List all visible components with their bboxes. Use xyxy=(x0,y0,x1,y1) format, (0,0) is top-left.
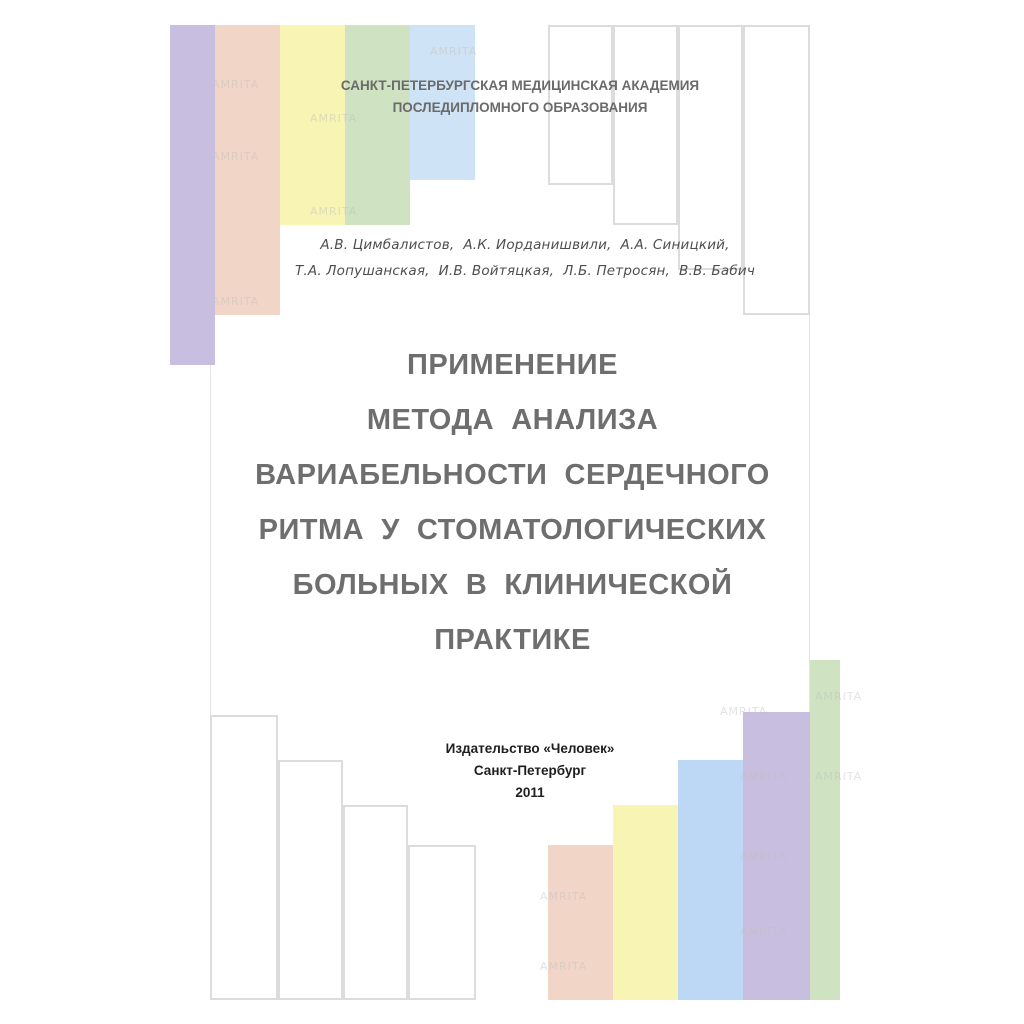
watermark: AMRITA xyxy=(540,890,588,903)
bar-outline-top-2 xyxy=(613,25,678,225)
bar-blue-bottom xyxy=(678,760,743,1000)
authors-line-2: Т.А. Лопушанская, И.В. Войтяцкая, Л.Б. Петросян, В.В. Бабич xyxy=(294,263,756,279)
watermark: AMRITA xyxy=(740,850,788,863)
academy-line-2: ПОСЛЕДИПЛОМНОГО ОБРАЗОВАНИЯ xyxy=(392,100,648,115)
watermark: AMRITA xyxy=(815,770,863,783)
publication-year: 2011 xyxy=(515,785,545,800)
watermark: AMRITA xyxy=(740,925,788,938)
title-line: ПРАКТИКЕ xyxy=(434,624,591,656)
authors-line-1: А.В. Цимбалистов, А.К. Иорданишвили, А.А. Синицкий, xyxy=(320,237,730,253)
title-line: ПРИМЕНЕНИЕ xyxy=(407,349,618,381)
book-title xyxy=(215,338,810,668)
watermark: AMRITA xyxy=(540,960,588,973)
bar-peach-bottom xyxy=(548,845,613,1000)
title-line: ВАРИАБЕЛЬНОСТИ СЕРДЕЧНОГО xyxy=(255,459,770,491)
title-line: МЕТОДА АНАЛИЗА xyxy=(366,404,659,436)
watermark: AMRITA xyxy=(720,705,768,718)
title-line: РИТМА У СТОМАТОЛОГИЧЕСКИХ xyxy=(258,514,767,546)
watermark: AMRITA xyxy=(430,45,478,58)
bar-outline-bottom-4 xyxy=(408,845,476,1000)
watermark: AMRITA xyxy=(310,205,358,218)
bar-yellow-bottom xyxy=(613,805,678,1000)
authors-block xyxy=(230,232,820,284)
academy-heading xyxy=(290,75,750,119)
publisher-block xyxy=(400,738,660,804)
publisher-name: Издательство «Человек» xyxy=(445,741,615,756)
bar-green-bottom xyxy=(810,660,840,1000)
bar-purple-top xyxy=(170,25,215,365)
publisher-city: Санкт-Петербург xyxy=(473,763,587,778)
academy-line-1: САНКТ-ПЕТЕРБУРГСКАЯ МЕДИЦИНСКАЯ АКАДЕМИЯ xyxy=(340,78,700,93)
bar-green-top xyxy=(345,25,410,225)
watermark: AMRITA xyxy=(212,295,260,308)
title-line: БОЛЬНЫХ В КЛИНИЧЕСКОЙ xyxy=(292,569,733,601)
watermark: AMRITA xyxy=(740,770,788,783)
bar-outline-bottom-3 xyxy=(343,805,408,1000)
bar-outline-bottom-1 xyxy=(210,715,278,1000)
bar-outline-bottom-2 xyxy=(278,760,343,1000)
bar-yellow-top xyxy=(280,25,345,225)
watermark: AMRITA xyxy=(212,78,260,91)
watermark: AMRITA xyxy=(815,690,863,703)
watermark: AMRITA xyxy=(310,112,358,125)
watermark: AMRITA xyxy=(212,150,260,163)
